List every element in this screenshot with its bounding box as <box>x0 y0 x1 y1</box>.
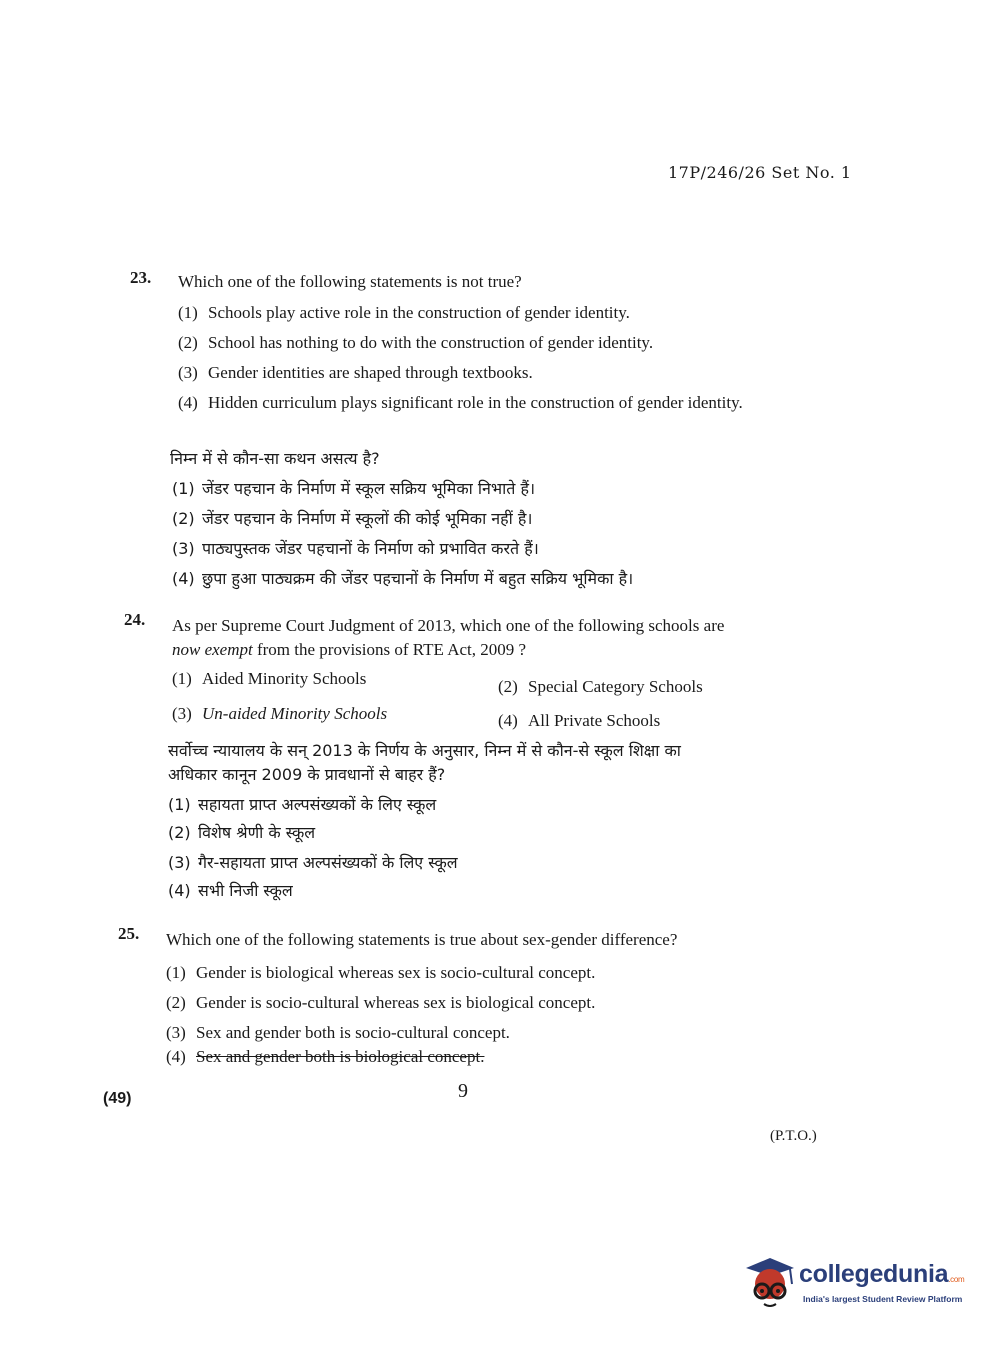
option-hindi: (4) छुपा हुआ पाठ्यक्रम की जेंडर पहचानों के निर्माण में बहुत सक्रिय भूमिका है। <box>172 569 634 588</box>
option-number: (4) <box>178 393 198 412</box>
option-hindi: (3) पाठ्यपुस्तक जेंडर पहचानों के निर्माण को प्रभावित करते हैं। <box>172 539 539 558</box>
option-number: (3) <box>178 363 198 382</box>
option <box>178 362 533 384</box>
question-text-hindi-line1: सर्वोच्च न्यायालय के सन् 2013 के निर्णय के अनुसार, निम्न में से कौन-से स्कूल शिक्षा का <box>168 741 681 760</box>
option: (3) Sex and gender both is socio-cultural concept. <box>166 1023 510 1042</box>
option-text: Hidden curriculum plays significant role in the construction of gender identity. <box>208 393 743 412</box>
collegedunia-logo <box>742 1254 972 1316</box>
option-hindi: (1) जेंडर पहचान के निर्माण में स्कूल सक्रिय भूमिका निभाते हैं। <box>172 479 536 498</box>
question-text-hindi-line2: अधिकार कानून 2009 के प्रावधानों से बाहर हैं? <box>168 765 446 784</box>
option-text: Gender identities are shaped through textbooks. <box>208 363 533 382</box>
option: (2) Gender is socio-cultural whereas sex is biological concept. <box>166 993 596 1012</box>
option-number: (1) <box>178 303 198 322</box>
option-hindi: (2) जेंडर पहचान के निर्माण में स्कूलों की कोई भूमिका नहीं है। <box>172 509 533 528</box>
option-hindi: (3) गैर-सहायता प्राप्त अल्पसंख्यकों के लिए स्कूल <box>168 853 458 872</box>
option: (2) Special Category Schools <box>498 677 703 696</box>
option <box>178 302 630 324</box>
question-text-line2: now exempt from the provisions of RTE Act, 2009 ? <box>172 640 527 659</box>
question-text: Which one of the following statements is true about sex-gender difference? <box>166 930 678 949</box>
mascot-icon <box>742 1254 798 1312</box>
question-text: Which one of the following statements is not true? <box>178 272 522 291</box>
option: (1) Gender is biological whereas sex is socio-cultural concept. <box>166 963 596 982</box>
page-number: 9 <box>458 1080 468 1102</box>
option-text: School has nothing to do with the construction of gender identity. <box>208 333 654 352</box>
option: (1) Aided Minority Schools <box>172 669 367 688</box>
option <box>178 392 850 436</box>
question-number: 24. <box>124 610 146 629</box>
option: (4) Sex and gender both is biological concept. <box>166 1047 485 1066</box>
option <box>178 332 653 354</box>
question-number: 25. <box>118 924 140 943</box>
pto-label: (P.T.O.) <box>770 1128 817 1144</box>
brand-name: collegedunia.com <box>799 1260 965 1288</box>
option: (3) Un-aided Minority Schools <box>172 704 388 723</box>
option-hindi: (2) विशेष श्रेणी के स्कूल <box>168 823 316 842</box>
option-hindi: (4) सभी निजी स्कूल <box>168 881 293 900</box>
option-text: Schools play active role in the construction of gender identity. <box>208 303 630 322</box>
option-hindi: (1) सहायता प्राप्त अल्पसंख्यकों के लिए स्कूल <box>168 795 437 814</box>
question-text-line1: As per Supreme Court Judgment of 2013, which one of the following schools are <box>172 616 725 635</box>
question-text-hindi: निम्न में से कौन-सा कथन असत्य है? <box>170 449 380 468</box>
question-number: 23. <box>130 268 152 287</box>
set-number: 17P/246/26 Set No. 1 <box>668 163 852 182</box>
brand-tagline: India's largest Student Review Platform <box>803 1294 963 1304</box>
option: (4) All Private Schools <box>498 711 661 730</box>
option-number: (2) <box>178 333 198 352</box>
paper-code: (49) <box>103 1090 132 1107</box>
